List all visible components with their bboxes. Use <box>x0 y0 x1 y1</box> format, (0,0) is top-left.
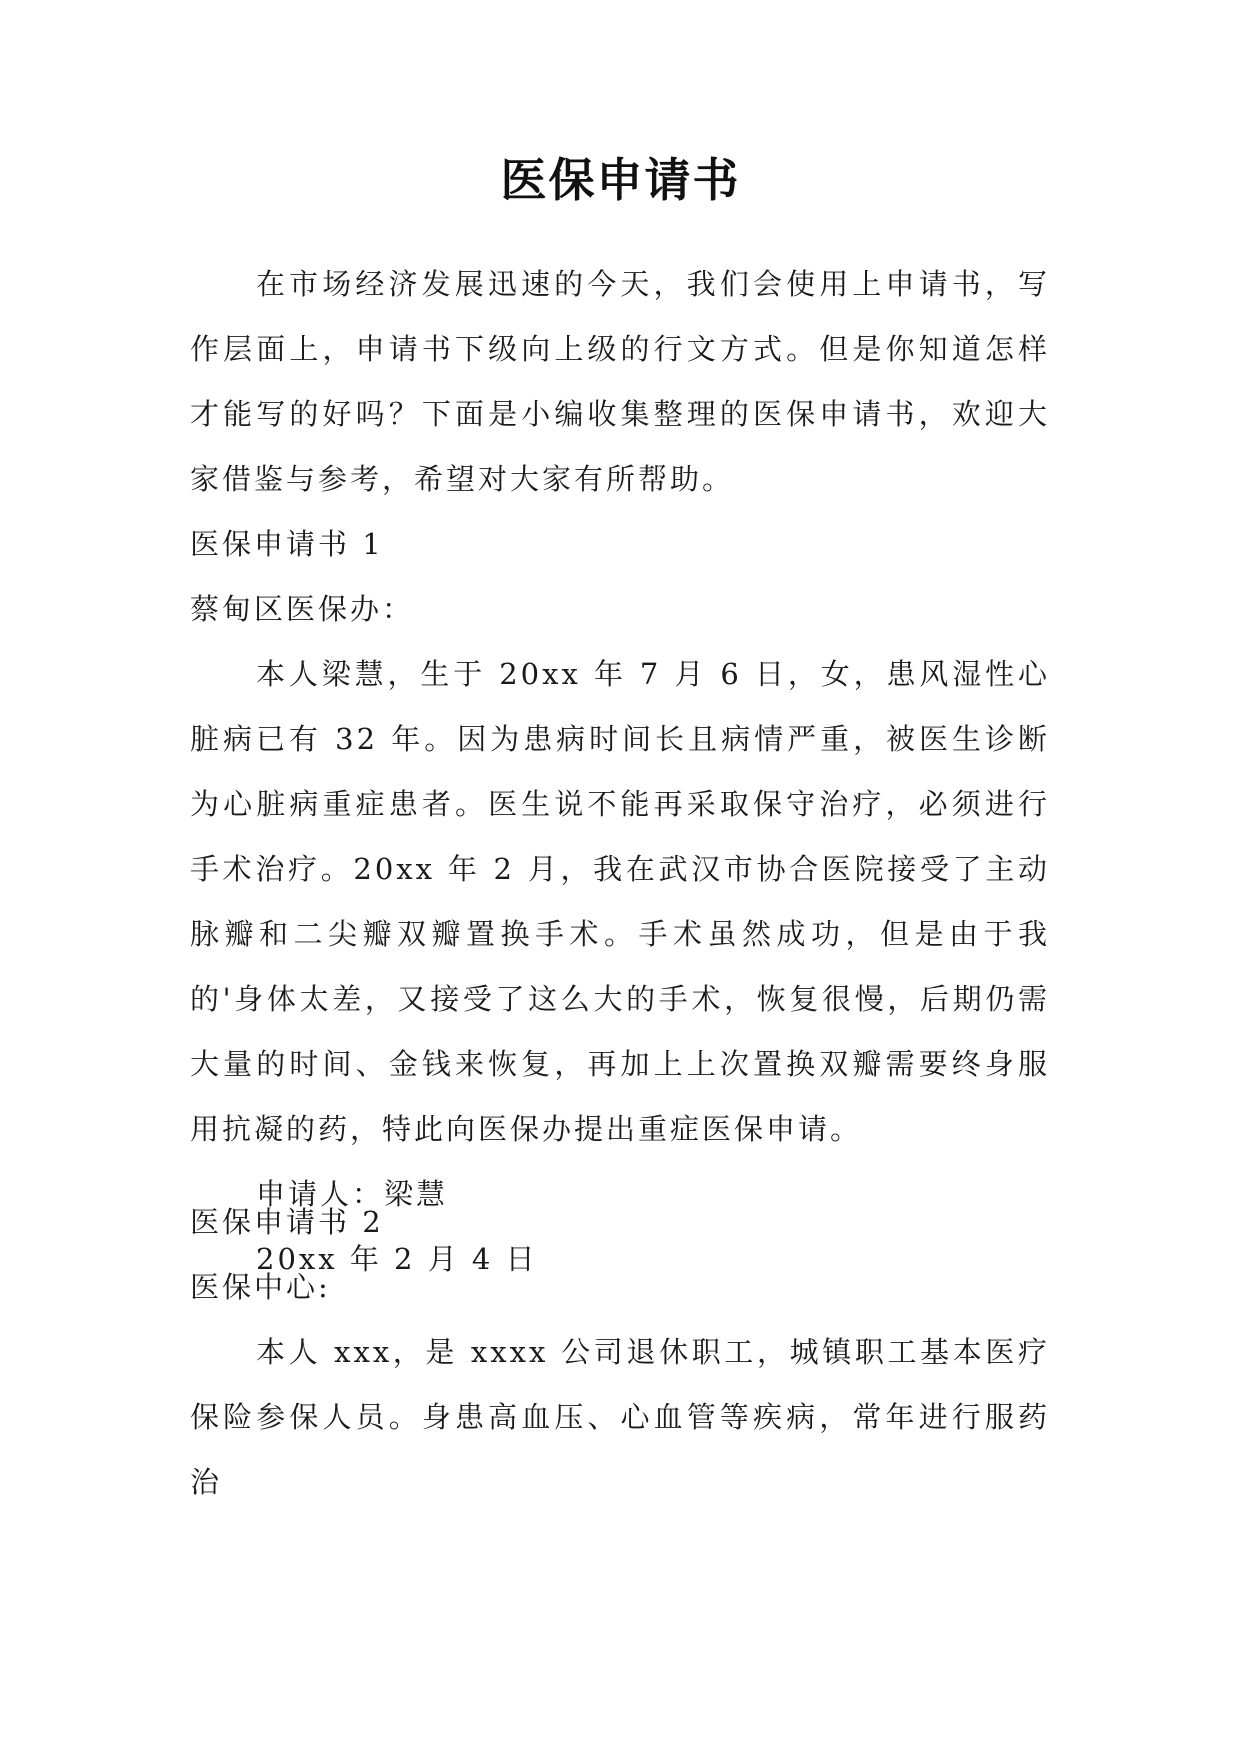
section-1-date: 20xx 年 2 月 4 日 <box>256 1242 538 1276</box>
section-1-recipient: 蔡甸区医保办： <box>190 592 415 626</box>
section-2-body: 本人 xxx，是 xxxx 公司退休职工，城镇职工基本医疗保险参保人员。身患高血压、心血管等疾病，常年进行服药治 <box>190 1335 1050 1499</box>
section-1-heading: 医保申请书 1 <box>190 527 384 561</box>
section-1-body: 本人梁慧，生于 20xx 年 7 月 6 日，女，患风湿性心脏病已有 32 年。因为患病时间长且病情严重，被医生诊断为心脏病重症患者。医生说不能再采取保守治疗，必须进行手术治疗。20xx 年 2 月，我在武汉市协合医院接受了主动脉瓣和二尖瓣双瓣置换手术。手术虽然成功，但是由于我的'身体太差，又接受了这么大的手术，恢复很慢，后期仍需大量的时间、金钱来恢复，再加上上次置换双瓣需要终身服用抗凝的药，特此向医保办提出重症医保申请。 <box>190 657 1050 1146</box>
intro-block <box>190 252 1050 512</box>
section-2-recipient: 医保中心: <box>190 1270 331 1304</box>
intro-paragraph: 在市场经济发展迅速的今天，我们会使用上申请书，写作层面上，申请书下级向上级的行文方式。但是你知道怎样才能写的好吗？下面是小编收集整理的医保申请书，欢迎大家借鉴与参考，希望对大家有所帮助。 <box>190 267 1050 496</box>
section-2-heading: 医保申请书 2 <box>190 1205 384 1239</box>
section-1 <box>190 512 1050 1292</box>
document-title: 医保申请书 <box>500 153 741 207</box>
section-2 <box>190 1190 1050 1515</box>
section-1-applicant: 申请人：梁慧 <box>256 1177 449 1211</box>
